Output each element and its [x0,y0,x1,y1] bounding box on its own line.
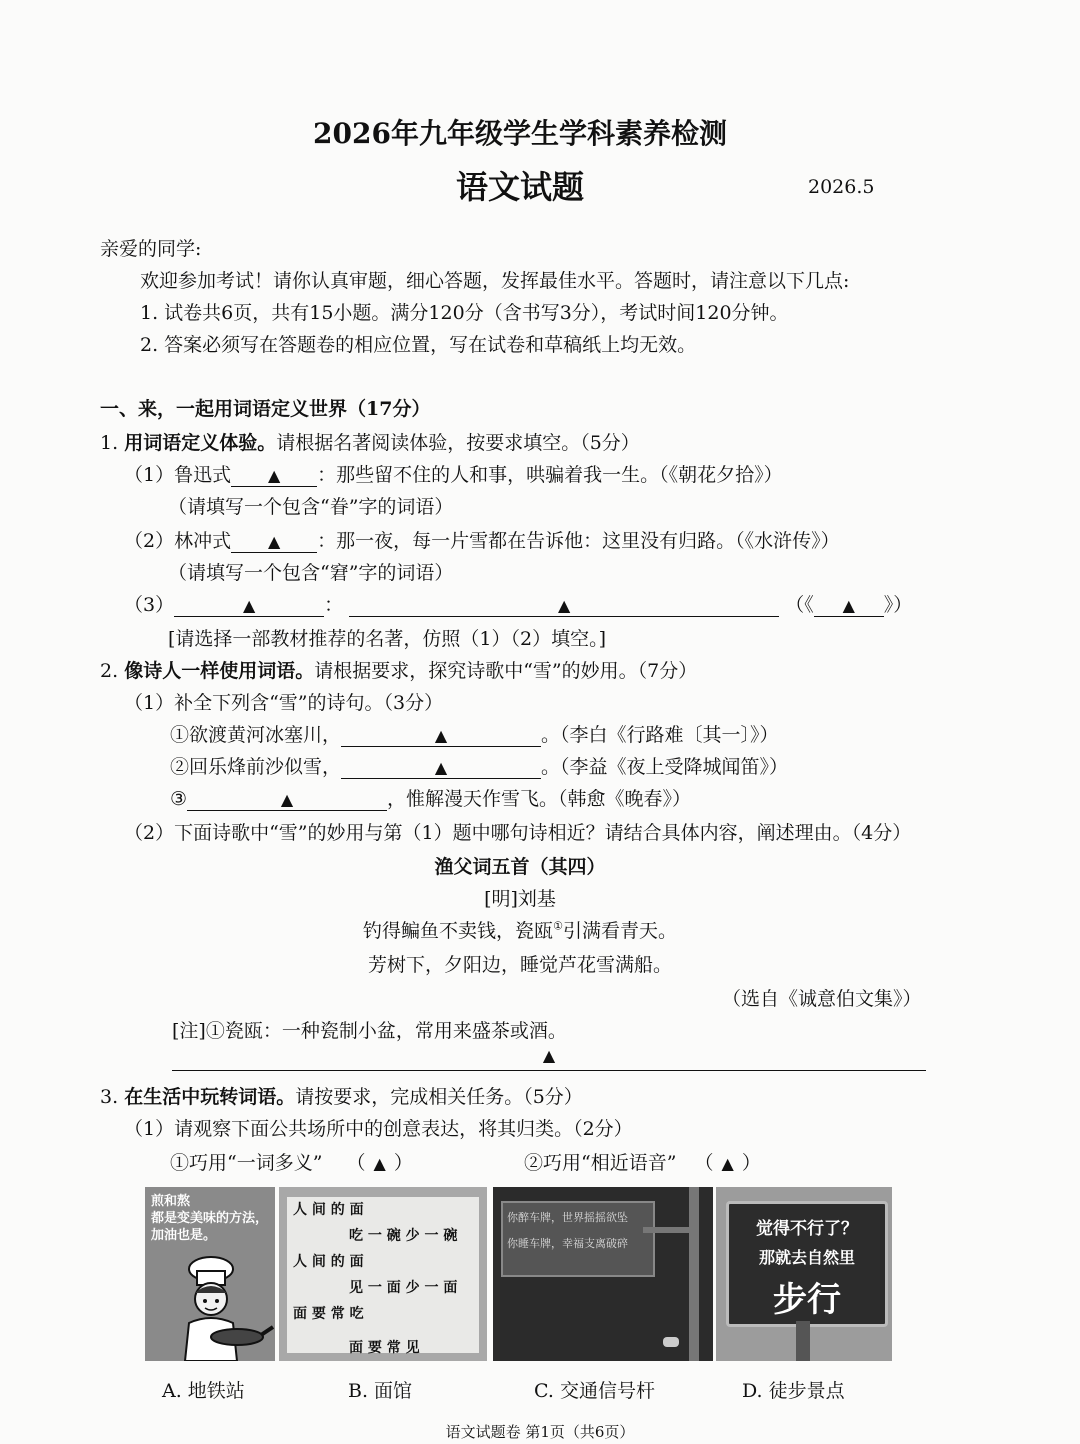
footnote-marker: ① [553,919,563,933]
subway-photo [145,1187,275,1361]
poem-title: 渔父词五首（其四） [434,856,606,878]
question-title: 像诗人一样使用词语。 [124,660,315,682]
q1-hint-3: [请选择一部教材推荐的名著，仿照（1）（2）填空。] [168,628,607,650]
answer-blank[interactable]: ▲ [174,594,324,617]
sign-post [796,1321,810,1361]
note-1: 1. 试卷共6页，共有15小题。满分120分（含书写3分），考试时间120分钟。 [140,302,789,324]
answer-blank[interactable]: ▲ [187,788,387,811]
q2-line-2: ②回乐烽前沙似雪， ▲ 。（李益《夜上受降城闻笛》） [170,756,789,778]
section-heading: 一、来，一起用词语定义世界（17分） [100,398,431,420]
noodle-shop-photo: 人 间 的 面 吃 一 碗 少 一 碗 人 间 的 面 见 一 面 少 一 面 面 要 常 吃 面 要 常 见 [279,1187,487,1361]
caption-d: D. 徒步景点 [742,1380,845,1402]
pole-arm [643,1227,693,1233]
caption-a: A. 地铁站 [162,1380,245,1402]
subway-ad-text: 煎和熬 都是变美味的方法， 加油也是。 [151,1194,269,1243]
answer-blank[interactable]: ▲ [231,464,317,487]
question-title: 在生活中玩转词语。 [124,1086,296,1108]
hiking-sign: 觉得不行了？ 那就去自然里 步行 [726,1201,888,1327]
question-number: 3. [100,1086,119,1108]
q1-hint-2: （请填写一个包含“窘”字的词语） [168,562,454,584]
answer-slot[interactable]: ▲ [721,1154,734,1173]
poem-author: [明]刘基 [484,888,556,910]
answer-blank[interactable]: ▲ [341,724,541,747]
greeting: 亲爱的同学: [100,238,202,260]
street-light [663,1337,679,1347]
q1-item-2: （2）林冲式 ▲ ：那一夜，每一片雪都在告诉他：这里没有归路。（《水浒传》） [124,530,840,552]
led-sign: 你醉车牌，世界摇摇欲坠 你睡车牌，幸福支离破碎 [501,1201,655,1277]
noodle-sign: 人 间 的 面 吃 一 碗 少 一 碗 人 间 的 面 见 一 面 少 一 面 面 要 常 吃 [287,1197,479,1353]
exam-date: 2026.5 [808,176,875,198]
answer-slot[interactable]: ▲ [373,1154,386,1173]
exam-subtitle: 语文试题 [455,168,584,206]
q3-category-1: ①巧用“一词多义” （ ▲ ） [170,1152,413,1174]
question-number: 1. [100,432,119,454]
caption-c: C. 交通信号杆 [534,1380,655,1402]
answer-blank[interactable]: ▲ [231,530,317,553]
answer-line[interactable]: ▲ [172,1046,926,1071]
q2-part-2: （2）下面诗歌中“雪”的妙用与第（1）题中哪句诗相近？请结合具体内容，阐述理由。（4分） [124,822,912,844]
traffic-pole-photo [493,1187,713,1361]
q2-part-1: （1）补全下列含“雪”的诗句。（3分） [124,692,444,714]
q1-hint-1: （请填写一个包含“眷”字的词语） [168,496,454,518]
chef-illustration [145,1187,275,1361]
q3-part-1: （1）请观察下面公共场所中的创意表达，将其归类。（2分） [124,1118,633,1140]
q1-item-3: （3） ▲ ： ▲ （《 ▲ 》） [124,594,913,616]
exam-title: 2026年九年级学生学科素养检测 [313,117,727,150]
answer-blank[interactable]: ▲ [814,594,884,617]
poem-line-2: 芳树下，夕阳边，睡觉芦花雪满船。 [367,954,672,976]
poem-note: [注]①瓷瓯：一种瓷制小盆，常用来盛茶或酒。 [172,1020,567,1042]
caption-b: B. 面馆 [348,1380,413,1402]
hiking-sign-photo [716,1187,892,1361]
page-footer: 语文试题卷 第1页（共6页） [445,1423,635,1441]
q3-category-2: ②巧用“相近语音” （ ▲ ） [524,1152,761,1174]
poem-line-1: 钓得鳊鱼不卖钱，瓷瓯①引满看青天。 [363,919,677,942]
question-3 [100,1082,583,1109]
question-desc: 请根据名著阅读体验，按要求填空。（5分） [276,432,640,454]
note-2: 2. 答案必须写在答题卷的相应位置，写在试卷和草稿纸上均无效。 [140,334,697,356]
poem-source: （选自《诚意伯文集》） [722,988,922,1010]
welcome-text: 欢迎参加考试！请你认真审题，细心答题，发挥最佳水平。答题时，请注意以下几点: [140,270,850,292]
q1-item-1: （1）鲁迅式 ▲ ：那些留不住的人和事，哄骗着我一生。（《朝花夕拾》） [124,464,783,486]
q2-line-3: ③ ▲ ，惟解漫天作雪飞。（韩愈《晚春》） [170,788,692,810]
signal-pole [689,1187,699,1361]
question-title: 用词语定义体验。 [124,432,277,454]
question-2 [100,656,697,683]
question-1 [100,428,640,455]
question-desc: 请按要求，完成相关任务。（5分） [295,1086,583,1108]
question-desc: 请根据要求，探究诗歌中“雪”的妙用。（7分） [314,660,698,682]
answer-blank[interactable]: ▲ [349,594,779,617]
question-number: 2. [100,660,119,682]
q2-line-1: ①欲渡黄河冰塞川， ▲ 。（李白《行路难〔其一〕》） [170,724,779,746]
answer-blank[interactable]: ▲ [341,756,541,779]
